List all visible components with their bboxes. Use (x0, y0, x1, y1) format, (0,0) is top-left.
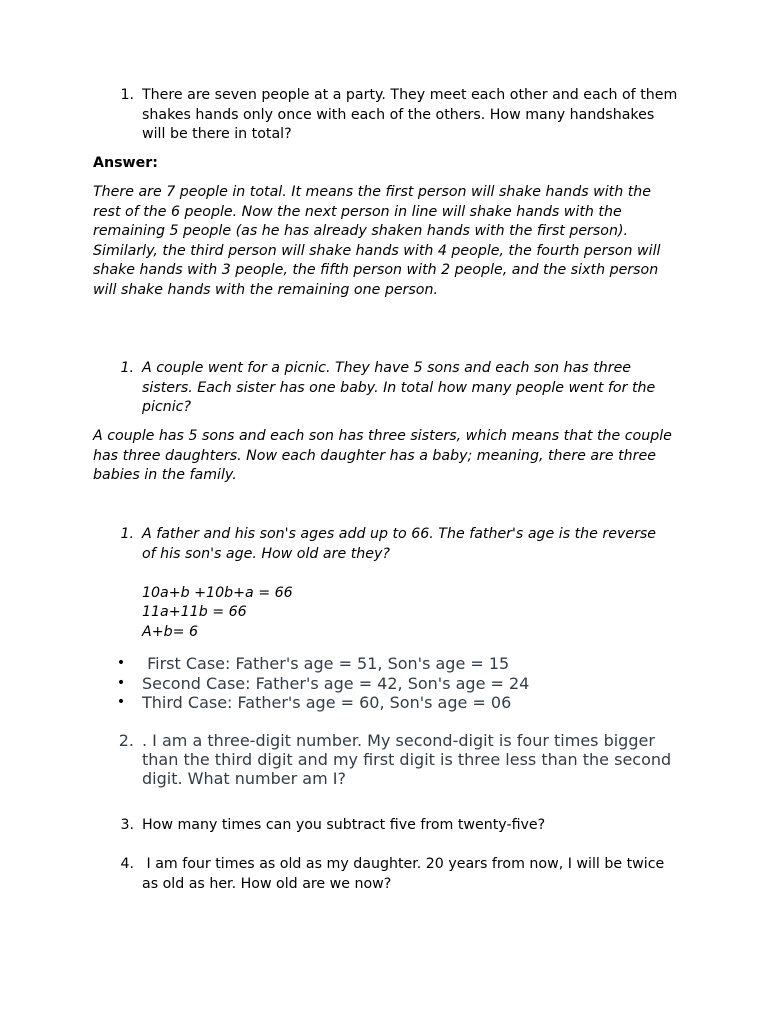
q1-number: 1. (120, 87, 134, 103)
bullet-icon: • (116, 675, 126, 691)
item4-number: 4. (120, 856, 134, 872)
item4-text: I am four times as old as my daughter. 20 years from now, I will be twice as old as her. How old are we now? (142, 856, 669, 892)
q3-question: A father and his son's ages add up to 66. The father's age is the reverse of his son's age. How old are they? (142, 526, 657, 562)
case-item: Second Case: Father's age = 42, Son's age = 24 (142, 674, 530, 693)
equation-line: 11a+11b = 66 (142, 604, 247, 620)
bullet-icon: • (116, 694, 126, 710)
q3-number: 1. (120, 526, 134, 542)
q1-answer: There are 7 people in total. It means the first person will shake hands with the rest of the 6 people. Now the next person in line will shake hands with the remaining 5 people (as he has already shaken hands with the first person). Similarly, the third person will shake hands with 4 people, the fourth person will shake hands with 3 people, the fifth person with 2 people, and the sixth person will shake hands with the remaining one person. (93, 184, 661, 298)
item2-number: 2. (118, 731, 134, 750)
case-item: Third Case: Father's age = 60, Son's age = 06 (142, 693, 512, 712)
answer-label: Answer: (93, 155, 158, 171)
item2-text: . I am a three-digit number. My second-digit is four times bigger than the third digit and my first digit is three less than the second digit. What number am I? (142, 731, 672, 788)
case-item: First Case: Father's age = 51, Son's age = 15 (142, 654, 510, 673)
q2-question: A couple went for a picnic. They have 5 sons and each son has three sisters. Each sister has one baby. In total how many people went for the picnic? (142, 360, 656, 415)
item3-text: How many times can you subtract five from twenty-five? (142, 817, 546, 833)
q2-answer: A couple has 5 sons and each son has three sisters, which means that the couple has three daughters. Now each daughter has a baby; meaning, there are three babies in the family. (93, 428, 672, 483)
bullet-icon: • (116, 655, 126, 671)
equation-line: A+b= 6 (142, 624, 199, 640)
item3-number: 3. (120, 817, 134, 833)
q1-question: There are seven people at a party. They meet each other and each of them shakes hands only once with each of the others. How many handshakes will be there in total? (142, 87, 678, 142)
q2-number: 1. (120, 360, 134, 376)
equation-line: 10a+b +10b+a = 66 (142, 585, 293, 601)
